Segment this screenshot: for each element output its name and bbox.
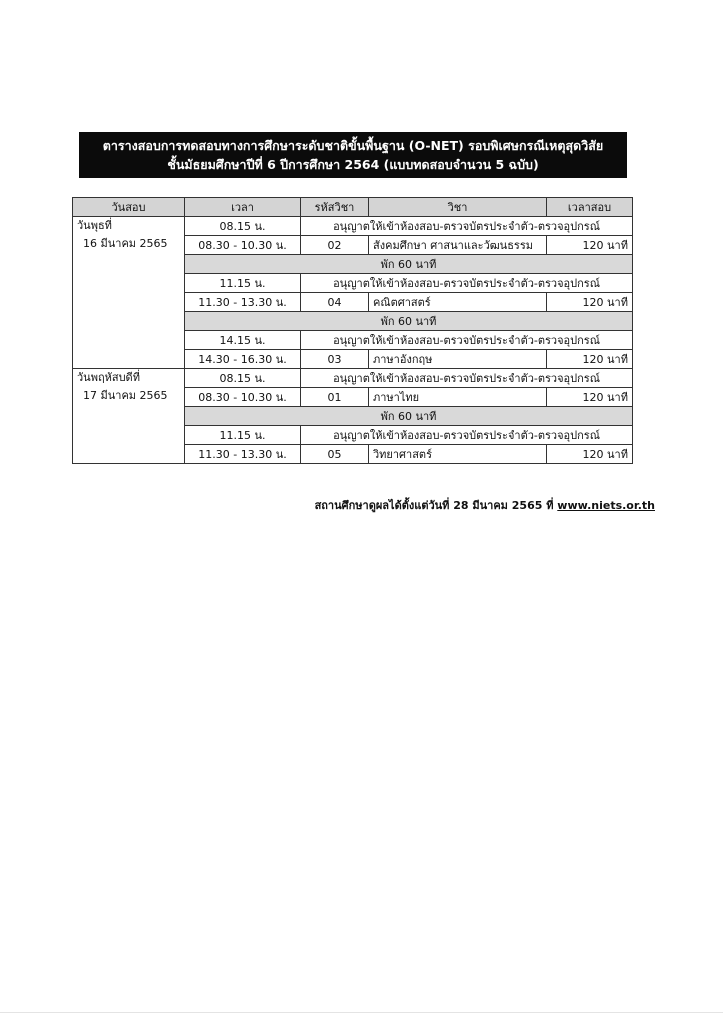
- exam-time: 11.30 - 13.30 น.: [185, 293, 301, 312]
- exam-duration: 120 นาที: [547, 293, 633, 312]
- entry-time: 08.15 น.: [185, 217, 301, 236]
- header-subject: วิชา: [369, 198, 547, 217]
- exam-time: 08.30 - 10.30 น.: [185, 236, 301, 255]
- subject-name: ภาษาอังกฤษ: [369, 350, 547, 369]
- exam-day-name: วันพฤหัสบดีที่: [77, 371, 140, 384]
- title-line-1: ตารางสอบการทดสอบทางการศึกษาระดับชาติขั้นพื้นฐาน (O-NET) รอบพิเศษกรณีเหตุสุดวิสัย: [102, 138, 604, 153]
- exam-day-date: 17 มีนาคม 2565: [83, 389, 168, 402]
- subject-name: ภาษาไทย: [369, 388, 547, 407]
- exam-day-name: วันพุธที่: [77, 219, 112, 232]
- table-header-row: [73, 198, 633, 217]
- subject-code: 01: [301, 388, 369, 407]
- table-body: [73, 217, 633, 464]
- exam-duration: 120 นาที: [547, 388, 633, 407]
- results-note: [300, 496, 655, 514]
- table-row: [73, 369, 633, 388]
- header-time: เวลา: [185, 198, 301, 217]
- table-row: [73, 217, 633, 236]
- exam-duration: 120 นาที: [547, 236, 633, 255]
- entry-time: 11.15 น.: [185, 274, 301, 293]
- subject-name: คณิตศาสตร์: [369, 293, 547, 312]
- break-row: พัก 60 นาที: [185, 255, 633, 274]
- entry-note: อนุญาตให้เข้าห้องสอบ-ตรวจบัตรประจำตัว-ตรวจอุปกรณ์: [301, 369, 633, 388]
- exam-time: 08.30 - 10.30 น.: [185, 388, 301, 407]
- entry-note: อนุญาตให้เข้าห้องสอบ-ตรวจบัตรประจำตัว-ตรวจอุปกรณ์: [301, 217, 633, 236]
- break-row: พัก 60 นาที: [185, 312, 633, 331]
- entry-time: 14.15 น.: [185, 331, 301, 350]
- header-duration: เวลาสอบ: [547, 198, 633, 217]
- subject-code: 03: [301, 350, 369, 369]
- entry-note: อนุญาตให้เข้าห้องสอบ-ตรวจบัตรประจำตัว-ตรวจอุปกรณ์: [301, 274, 633, 293]
- exam-time: 11.30 - 13.30 น.: [185, 445, 301, 464]
- exam-day-cell: [73, 217, 185, 369]
- results-note-text: สถานศึกษาดูผลได้ตั้งแต่วันที่ 28 มีนาคม 2565 ที่: [314, 499, 558, 512]
- subject-code: 04: [301, 293, 369, 312]
- title-banner: [79, 132, 627, 178]
- results-link[interactable]: www.niets.or.th: [557, 499, 655, 512]
- subject-code: 05: [301, 445, 369, 464]
- exam-duration: 120 นาที: [547, 350, 633, 369]
- subject-name: สังคมศึกษา ศาสนาและวัฒนธรรม: [369, 236, 547, 255]
- exam-schedule-table: [72, 197, 633, 464]
- entry-note: อนุญาตให้เข้าห้องสอบ-ตรวจบัตรประจำตัว-ตรวจอุปกรณ์: [301, 426, 633, 445]
- subject-code: 02: [301, 236, 369, 255]
- header-exam-day: วันสอบ: [73, 198, 185, 217]
- entry-note: อนุญาตให้เข้าห้องสอบ-ตรวจบัตรประจำตัว-ตรวจอุปกรณ์: [301, 331, 633, 350]
- title-line-2: ชั้นมัธยมศึกษาปีที่ 6 ปีการศึกษา 2564 (แบบทดสอบจำนวน 5 ฉบับ): [167, 157, 539, 172]
- exam-duration: 120 นาที: [547, 445, 633, 464]
- header-subject-code: รหัสวิชา: [301, 198, 369, 217]
- entry-time: 08.15 น.: [185, 369, 301, 388]
- subject-name: วิทยาศาสตร์: [369, 445, 547, 464]
- scan-edge: [0, 1012, 723, 1013]
- entry-time: 11.15 น.: [185, 426, 301, 445]
- exam-time: 14.30 - 16.30 น.: [185, 350, 301, 369]
- exam-day-date: 16 มีนาคม 2565: [83, 237, 168, 250]
- exam-day-cell: [73, 369, 185, 464]
- break-row: พัก 60 นาที: [185, 407, 633, 426]
